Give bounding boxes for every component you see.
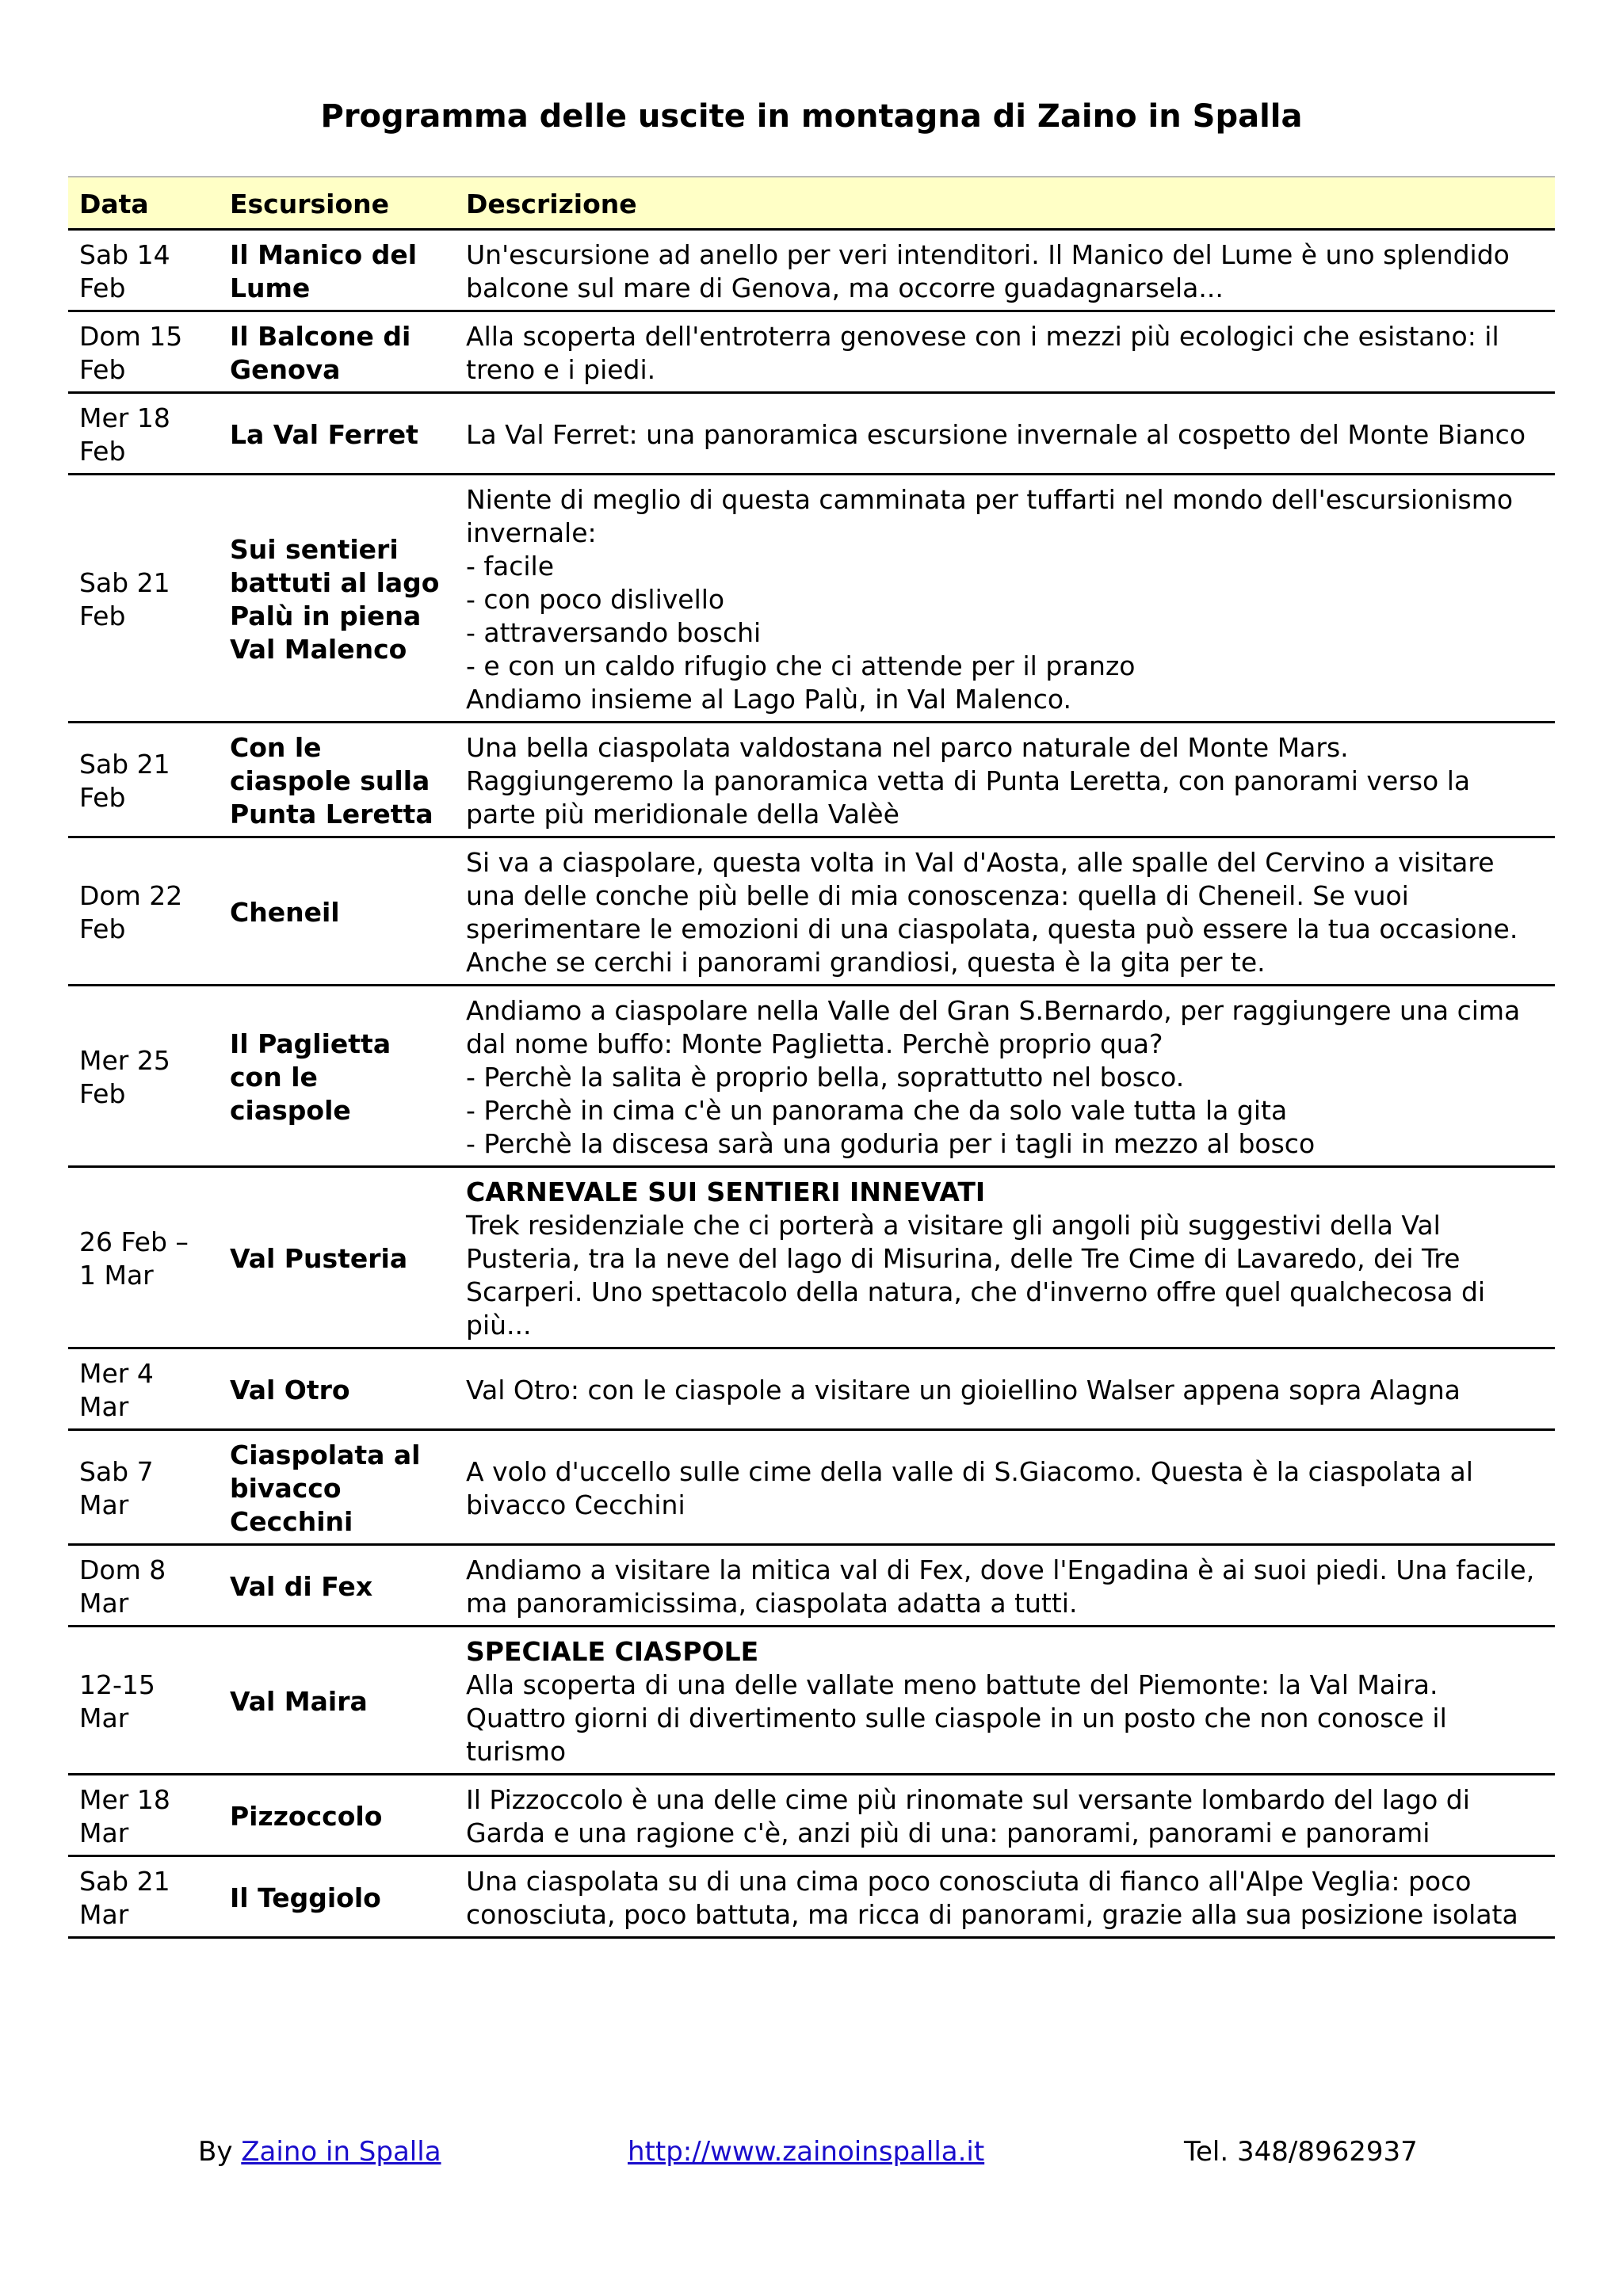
- excursion-name-line: bivacco: [230, 1473, 342, 1504]
- excursion-name-line: Il Balcone di: [230, 321, 411, 352]
- description-heading: SPECIALE CIASPOLE: [466, 1636, 759, 1667]
- excursion-name-line: La Val Ferret: [230, 419, 418, 450]
- description-line: - con poco dislivello: [466, 584, 725, 615]
- header-excursion: Escursione: [219, 177, 455, 230]
- date-cell: [68, 723, 219, 837]
- description-line: Andiamo a ciaspolare nella Valle del Gran S.Bernardo, per raggiungere una cima dal nome buffo: Monte Paglietta. Perchè proprio qua?: [466, 995, 1521, 1059]
- date-line: Mer 25: [79, 1045, 170, 1076]
- excursion-cell: [219, 393, 455, 475]
- program-table: [68, 176, 1555, 1939]
- description-cell: [455, 311, 1555, 393]
- description-line: Val Otro: con le ciaspole a visitare un gioiellino Walser appena sopra Alagna: [466, 1375, 1461, 1405]
- description-line: Il Pizzoccolo è una delle cime più rinomate sul versante lombardo del lago di Garda e una ragione c'è, anzi più di una: panorami, panorami e panorami: [466, 1784, 1470, 1848]
- excursion-name-line: Punta Leretta: [230, 799, 433, 830]
- date-line: Mar: [79, 1899, 129, 1930]
- excursion-cell: [219, 1545, 455, 1627]
- description-line: Alla scoperta dell'entroterra genovese con i mezzi più ecologici che esistano: il treno e i piedi.: [466, 321, 1499, 385]
- table-row: [68, 986, 1555, 1167]
- description-line: - e con un caldo rifugio che ci attende per il pranzo: [466, 650, 1136, 681]
- footer-author: [198, 2134, 441, 2169]
- excursion-name-line: Cheneil: [230, 897, 340, 928]
- description-cell: [455, 393, 1555, 475]
- excursion-name-line: Val Pusteria: [230, 1243, 408, 1274]
- excursion-name-line: Val Malenco: [230, 634, 407, 665]
- excursion-name-line: Val Otro: [230, 1375, 350, 1405]
- date-line: Sab 7: [79, 1456, 154, 1487]
- date-line: Feb: [79, 1078, 126, 1109]
- excursion-name-line: Palù in piena: [230, 601, 422, 631]
- excursion-name-line: Cecchini: [230, 1506, 353, 1537]
- header-description: Descrizione: [455, 177, 1555, 230]
- table-row: [68, 1627, 1555, 1775]
- date-line: 1 Mar: [79, 1260, 154, 1291]
- excursion-name-line: Val Maira: [230, 1686, 368, 1717]
- date-cell: [68, 393, 219, 475]
- date-line: Mar: [79, 1391, 129, 1422]
- date-cell: [68, 230, 219, 311]
- excursion-cell: [219, 230, 455, 311]
- excursion-cell: [219, 1856, 455, 1938]
- description-line: Andiamo insieme al Lago Palù, in Val Malenco.: [466, 684, 1071, 715]
- excursion-name-line: Sui sentieri: [230, 534, 399, 565]
- date-line: Dom 15: [79, 321, 183, 352]
- date-cell: [68, 1775, 219, 1856]
- excursion-cell: [219, 1348, 455, 1430]
- excursion-name-line: Val di Fex: [230, 1571, 373, 1602]
- table-row: [68, 1430, 1555, 1545]
- excursion-cell: [219, 986, 455, 1167]
- excursion-name-line: Con le: [230, 732, 322, 763]
- excursion-cell: [219, 475, 455, 723]
- date-line: Feb: [79, 436, 126, 467]
- page-title: Programma delle uscite in montagna di Zaino in Spalla: [320, 98, 1303, 135]
- description-line: La Val Ferret: una panoramica escursione invernale al cospetto del Monte Bianco: [466, 419, 1526, 450]
- date-cell: [68, 1348, 219, 1430]
- date-line: Sab 21: [79, 749, 170, 780]
- description-cell: [455, 723, 1555, 837]
- excursion-name-line: Il Paglietta: [230, 1028, 391, 1059]
- date-cell: [68, 1545, 219, 1627]
- excursion-cell: [219, 1167, 455, 1348]
- excursion-name-line: battuti al lago: [230, 567, 440, 598]
- program-table-body: [68, 230, 1555, 1938]
- table-row: [68, 1545, 1555, 1627]
- description-cell: [455, 1775, 1555, 1856]
- description-heading: CARNEVALE SUI SENTIERI INNEVATI: [466, 1177, 986, 1207]
- table-row: [68, 1775, 1555, 1856]
- date-line: Feb: [79, 782, 126, 813]
- table-row: [68, 1348, 1555, 1430]
- excursion-name-line: Ciaspolata al: [230, 1440, 421, 1470]
- footer-phone: Tel. 348/8962937: [1184, 2136, 1418, 2168]
- date-cell: [68, 1627, 219, 1775]
- description-line: - attraversando boschi: [466, 617, 762, 648]
- date-line: Mer 4: [79, 1358, 154, 1389]
- date-line: Sab 21: [79, 1866, 170, 1897]
- excursion-name-line: ciaspole: [230, 1095, 351, 1126]
- description-cell: [455, 475, 1555, 723]
- date-line: Feb: [79, 601, 126, 631]
- footer-by-prefix: By: [198, 2136, 242, 2168]
- description-line: A volo d'uccello sulle cime della valle di S.Giacomo. Questa è la ciaspolata al bivacco Cecchini: [466, 1456, 1473, 1520]
- date-line: 12-15: [79, 1669, 155, 1700]
- date-cell: [68, 311, 219, 393]
- date-cell: [68, 1167, 219, 1348]
- description-line: Un'escursione ad anello per veri intenditori. Il Manico del Lume è uno splendido balcone sul mare di Genova, ma occorre guadagnarsela...: [466, 239, 1510, 303]
- date-line: Dom 22: [79, 880, 183, 911]
- description-line: Si va a ciaspolare, questa volta in Val d'Aosta, alle spalle del Cervino a visitare una delle conche più belle di mia conoscenza: quella di Cheneil. Se vuoi sperimentare le emozioni di una ciaspolata, questa può essere la tua occasione. Anche se cerchi i panorami grandiosi, questa è la gita per te.: [466, 847, 1518, 978]
- date-line: Sab 21: [79, 567, 170, 598]
- excursion-cell: [219, 723, 455, 837]
- excursion-name-line: Pizzoccolo: [230, 1801, 383, 1832]
- date-line: Feb: [79, 354, 126, 385]
- excursion-cell: [219, 311, 455, 393]
- date-line: Dom 8: [79, 1554, 166, 1585]
- excursion-name-line: ciaspole sulla: [230, 765, 430, 796]
- date-line: Mar: [79, 1703, 129, 1733]
- header-date: Data: [68, 177, 219, 230]
- excursion-cell: [219, 1430, 455, 1545]
- description-line: - Perchè la salita è proprio bella, soprattutto nel bosco.: [466, 1062, 1185, 1093]
- date-cell: [68, 475, 219, 723]
- excursion-name-line: Genova: [230, 354, 341, 385]
- date-cell: [68, 1856, 219, 1938]
- description-line: Una ciaspolata su di una cima poco conosciuta di fianco all'Alpe Veglia: poco conosciuta, poco battuta, ma ricca di panorami, grazie alla sua posizione isolata: [466, 1866, 1518, 1930]
- footer-website-link[interactable]: http://www.zainoinspalla.it: [628, 2136, 985, 2168]
- excursion-name-line: Il Manico del: [230, 239, 418, 270]
- description-line: Una bella ciaspolata valdostana nel parco naturale del Monte Mars. Raggiungeremo la panoramica vetta di Punta Leretta, con panorami verso la parte più meridionale della Valèè: [466, 732, 1471, 830]
- description-line: - Perchè in cima c'è un panorama che da solo vale tutta la gita: [466, 1095, 1288, 1126]
- description-cell: [455, 1856, 1555, 1938]
- table-row: [68, 311, 1555, 393]
- table-row: [68, 837, 1555, 986]
- description-line: - facile: [466, 551, 555, 582]
- table-header-row: [68, 177, 1555, 230]
- date-line: Mar: [79, 1489, 129, 1520]
- date-cell: [68, 837, 219, 986]
- table-row: [68, 230, 1555, 311]
- description-cell: [455, 1430, 1555, 1545]
- footer-author-link[interactable]: Zaino in Spalla: [241, 2136, 441, 2168]
- description-cell: [455, 837, 1555, 986]
- date-line: Mer 18: [79, 1784, 170, 1815]
- table-row: [68, 475, 1555, 723]
- date-line: Mar: [79, 1588, 129, 1619]
- description-line: Trek residenziale che ci porterà a visitare gli angoli più suggestivi della Val Pusteria, tra la neve del lago di Misurina, delle Tre Cime di Lavaredo, dei Tre Scarperi. Uno spettacolo della natura, che d'inverno offre quel qualchecosa di più...: [466, 1210, 1486, 1341]
- date-line: Sab 14: [79, 239, 170, 270]
- description-cell: [455, 1348, 1555, 1430]
- description-cell: [455, 1545, 1555, 1627]
- footer-website: [628, 2134, 984, 2169]
- excursion-name-line: Il Teggiolo: [230, 1882, 381, 1913]
- description-cell: [455, 986, 1555, 1167]
- date-line: Mar: [79, 1817, 129, 1848]
- excursion-name-line: con le: [230, 1062, 318, 1093]
- date-line: Mer 18: [79, 402, 170, 433]
- excursion-cell: [219, 1775, 455, 1856]
- date-line: 26 Feb –: [79, 1226, 189, 1257]
- date-line: Feb: [79, 913, 126, 944]
- excursion-cell: [219, 1627, 455, 1775]
- excursion-cell: [219, 837, 455, 986]
- table-row: [68, 1856, 1555, 1938]
- date-cell: [68, 1430, 219, 1545]
- table-row: [68, 1167, 1555, 1348]
- table-row: [68, 393, 1555, 475]
- description-line: Niente di meglio di questa camminata per tuffarti nel mondo dell'escursionismo invernale:: [466, 484, 1514, 548]
- description-line: Andiamo a visitare la mitica val di Fex, dove l'Engadina è ai suoi piedi. Una facile, ma panoramicissima, ciaspolata adatta a tutti.: [466, 1554, 1535, 1619]
- description-cell: [455, 230, 1555, 311]
- date-cell: [68, 986, 219, 1167]
- description-cell: [455, 1627, 1555, 1775]
- description-line: Alla scoperta di una delle vallate meno battute del Piemonte: la Val Maira. Quattro giorni di divertimento sulle ciaspole in un posto che non conosce il turismo: [466, 1669, 1447, 1767]
- excursion-name-line: Lume: [230, 273, 311, 303]
- description-cell: [455, 1167, 1555, 1348]
- table-row: [68, 723, 1555, 837]
- description-line: - Perchè la discesa sarà una goduria per i tagli in mezzo al bosco: [466, 1128, 1316, 1159]
- date-line: Feb: [79, 273, 126, 303]
